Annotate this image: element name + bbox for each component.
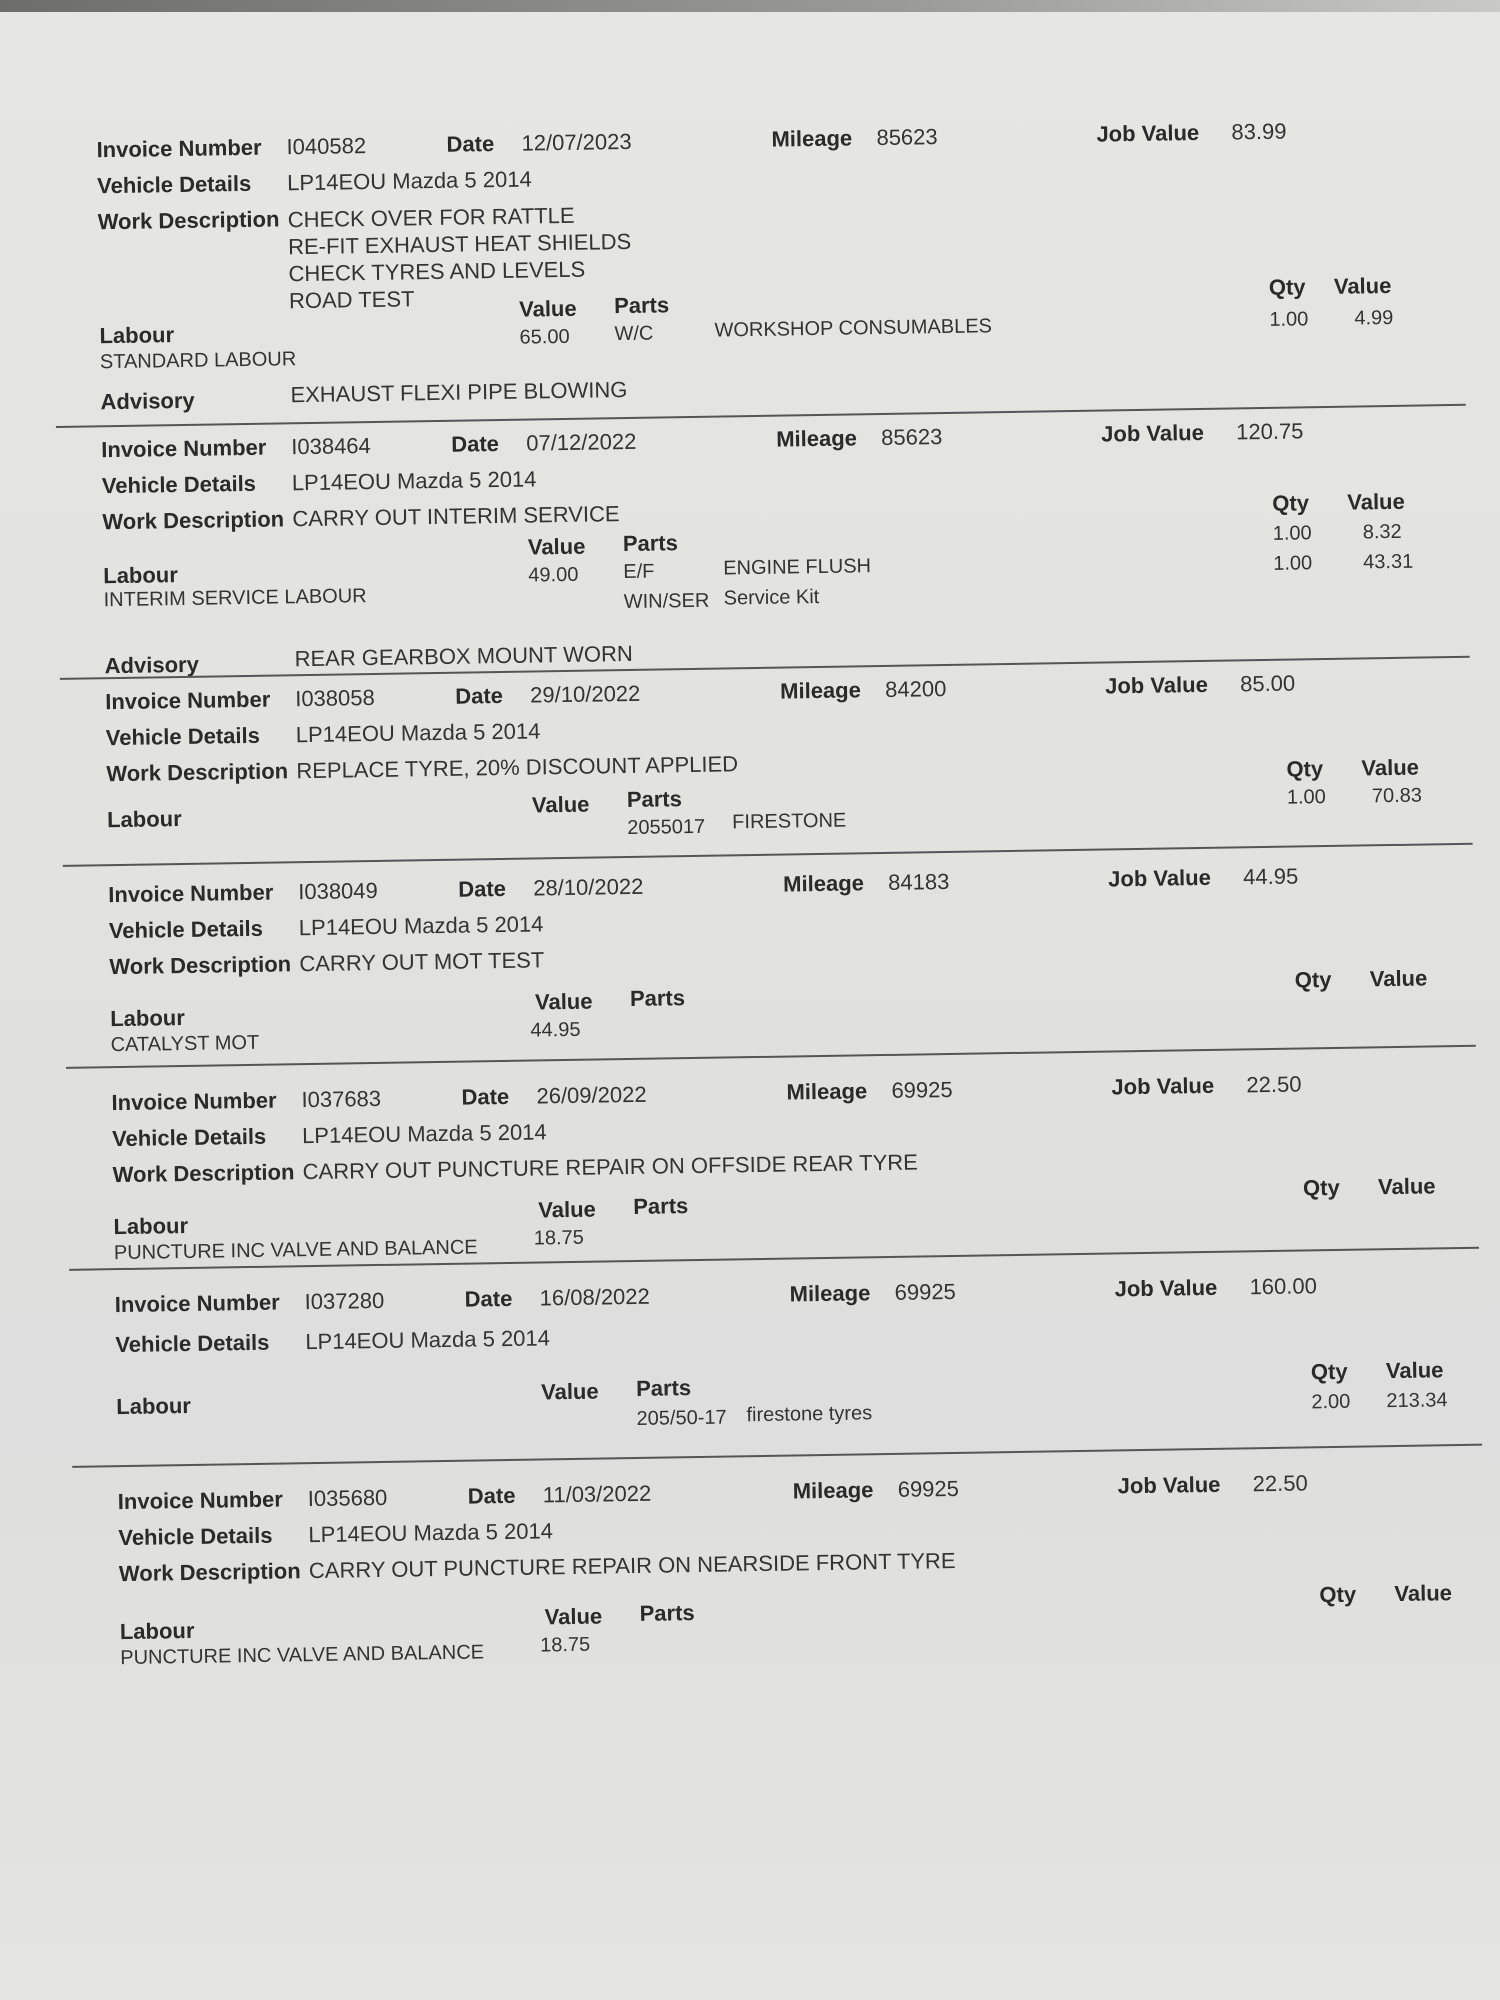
invoice-record xyxy=(66,1045,1479,1269)
vehicle-details-value: LP14EOU Mazda 5 2014 xyxy=(295,718,541,748)
part-qty: 1.00 xyxy=(1273,552,1313,575)
job-value-label: Job Value xyxy=(1114,1274,1218,1302)
work-description-line: ROAD TEST xyxy=(288,286,415,314)
work-description-label: Work Description xyxy=(102,506,285,535)
labour-value: 49.00 xyxy=(528,563,579,587)
vehicle-details-value: LP14EOU Mazda 5 2014 xyxy=(291,466,537,496)
advisory-label: Advisory xyxy=(100,387,195,415)
mileage-value: 84200 xyxy=(884,676,947,702)
vehicle-details-value: LP14EOU Mazda 5 2014 xyxy=(301,1119,547,1149)
part-qty: 1.00 xyxy=(1272,522,1312,545)
invoice-record xyxy=(56,404,1470,678)
part-code: 205/50-17 xyxy=(636,1406,727,1430)
labour-value-header: Value xyxy=(531,791,590,818)
labour-value-header: Value xyxy=(544,1603,603,1630)
invoice-record xyxy=(72,1444,1485,1668)
part-value: 70.83 xyxy=(1371,784,1423,808)
mileage-label: Mileage xyxy=(789,1280,871,1307)
work-description-line: CARRY OUT INTERIM SERVICE xyxy=(292,501,620,532)
vehicle-details-label: Vehicle Details xyxy=(108,915,264,944)
part-code: 2055017 xyxy=(627,815,706,840)
qty-header: Qty xyxy=(1294,966,1332,993)
vehicle-details-value: LP14EOU Mazda 5 2014 xyxy=(308,1518,554,1548)
vehicle-details-label: Vehicle Details xyxy=(115,1329,270,1358)
job-value-amount: 120.75 xyxy=(1235,418,1304,445)
work-description-label: Work Description xyxy=(112,1159,295,1188)
parts-label: Parts xyxy=(639,1600,695,1626)
vehicle-details-label: Vehicle Details xyxy=(105,722,261,751)
labour-value-header: Value xyxy=(538,1196,596,1223)
work-description-line: RE-FIT EXHAUST HEAT SHIELDS xyxy=(287,228,632,260)
advisory-label: Advisory xyxy=(104,651,200,679)
date-value: 16/08/2022 xyxy=(539,1283,650,1311)
work-description-line: CARRY OUT PUNCTURE REPAIR ON OFFSIDE REAR TYRE xyxy=(302,1149,919,1185)
mileage-label: Mileage xyxy=(786,1078,868,1105)
labour-value: 18.75 xyxy=(533,1226,584,1250)
part-code: E/F xyxy=(623,560,655,584)
part-code: WIN/SER xyxy=(623,589,710,614)
date-label: Date xyxy=(451,430,500,457)
job-value-label: Job Value xyxy=(1104,671,1209,699)
qty-header: Qty xyxy=(1310,1358,1348,1385)
vehicle-details-label: Vehicle Details xyxy=(96,170,252,199)
invoice-number-label: Invoice Number xyxy=(111,1087,277,1116)
work-description-label: Work Description xyxy=(118,1558,301,1587)
date-value: 07/12/2022 xyxy=(526,428,637,456)
job-value-amount: 85.00 xyxy=(1239,670,1296,697)
value-header: Value xyxy=(1385,1357,1444,1384)
invoice-number-label: Invoice Number xyxy=(105,686,271,715)
date-value: 28/10/2022 xyxy=(533,873,644,901)
labour-value-header: Value xyxy=(527,533,586,560)
mileage-value: 84183 xyxy=(887,868,950,895)
value-header: Value xyxy=(1333,272,1392,299)
part-qty: 1.00 xyxy=(1286,786,1327,809)
value-header: Value xyxy=(1369,965,1428,992)
labour-value-header: Value xyxy=(540,1378,599,1405)
vehicle-details-label: Vehicle Details xyxy=(118,1522,273,1551)
mileage-label: Mileage xyxy=(771,125,853,152)
job-value-amount: 44.95 xyxy=(1242,863,1299,890)
labour-value-header: Value xyxy=(518,295,577,322)
job-value-amount: 22.50 xyxy=(1246,1071,1302,1098)
part-qty: 1.00 xyxy=(1269,308,1309,331)
labour-description: PUNCTURE INC VALVE AND BALANCE xyxy=(113,1236,478,1265)
value-header: Value xyxy=(1377,1173,1436,1200)
vehicle-details-value: LP14EOU Mazda 5 2014 xyxy=(286,166,532,196)
vehicle-details-label: Vehicle Details xyxy=(101,470,257,499)
value-header: Value xyxy=(1361,754,1420,781)
invoice-number-value: I038049 xyxy=(298,877,378,905)
parts-label: Parts xyxy=(626,786,683,813)
qty-header: Qty xyxy=(1302,1174,1340,1201)
invoice-history-document xyxy=(50,28,1485,1668)
invoice-number-label: Invoice Number xyxy=(114,1289,280,1318)
part-value: 8.32 xyxy=(1362,520,1402,544)
mileage-value: 69925 xyxy=(891,1076,953,1103)
invoice-number-value: I037683 xyxy=(301,1085,382,1113)
qty-header: Qty xyxy=(1268,274,1306,300)
vehicle-details-label: Vehicle Details xyxy=(111,1123,267,1152)
mileage-label: Mileage xyxy=(776,425,858,452)
parts-label: Parts xyxy=(635,1375,692,1401)
labour-description: INTERIM SERVICE LABOUR xyxy=(103,585,367,612)
invoice-number-value: I037280 xyxy=(304,1287,385,1315)
invoice-record xyxy=(60,656,1473,865)
mileage-value: 69925 xyxy=(894,1278,956,1305)
work-description-line: CARRY OUT MOT TEST xyxy=(299,947,545,977)
labour-description: STANDARD LABOUR xyxy=(99,348,297,374)
mileage-value: 85623 xyxy=(880,424,943,450)
work-description-label: Work Description xyxy=(109,951,292,980)
invoice-number-value: I040582 xyxy=(286,133,367,160)
date-label: Date xyxy=(446,131,495,157)
parts-label: Parts xyxy=(613,292,670,319)
labour-label: Labour xyxy=(99,322,175,349)
date-label: Date xyxy=(455,682,504,709)
qty-header: Qty xyxy=(1272,490,1310,516)
part-value: 43.31 xyxy=(1363,550,1414,574)
work-description-line: CHECK OVER FOR RATTLE xyxy=(287,202,575,233)
mileage-value: 85623 xyxy=(876,124,938,151)
job-value-label: Job Value xyxy=(1096,119,1200,147)
date-label: Date xyxy=(458,875,507,902)
invoice-number-label: Invoice Number xyxy=(96,134,262,163)
labour-value-header: Value xyxy=(534,988,593,1015)
advisory-text: EXHAUST FLEXI PIPE BLOWING xyxy=(290,376,628,408)
part-code: W/C xyxy=(614,322,654,346)
job-value-amount: 83.99 xyxy=(1231,118,1287,145)
job-value-label: Job Value xyxy=(1111,1072,1215,1100)
job-value-amount: 22.50 xyxy=(1252,1470,1308,1497)
date-value: 12/07/2023 xyxy=(521,128,632,156)
work-description-line: CHECK TYRES AND LEVELS xyxy=(288,256,586,287)
date-label: Date xyxy=(464,1285,513,1312)
invoice-number-label: Invoice Number xyxy=(117,1486,284,1515)
invoice-number-value: I035680 xyxy=(307,1484,388,1512)
date-label: Date xyxy=(461,1083,510,1110)
vehicle-details-value: LP14EOU Mazda 5 2014 xyxy=(305,1325,551,1355)
labour-description: PUNCTURE INC VALVE AND BALANCE xyxy=(120,1641,485,1670)
labour-label: Labour xyxy=(110,1005,185,1032)
invoice-number-value: I038058 xyxy=(295,684,375,712)
labour-label: Labour xyxy=(103,562,179,589)
work-description-line: CARRY OUT PUNCTURE REPAIR ON NEARSIDE FRONT TYRE xyxy=(308,1547,956,1584)
labour-label: Labour xyxy=(116,1392,192,1420)
work-description-label: Work Description xyxy=(106,758,289,787)
job-value-label: Job Value xyxy=(1100,419,1205,447)
invoice-number-label: Invoice Number xyxy=(101,434,267,463)
labour-label: Labour xyxy=(106,806,182,833)
job-value-label: Job Value xyxy=(1107,864,1212,892)
parts-label: Parts xyxy=(633,1193,689,1219)
work-description-line: REPLACE TYRE, 20% DISCOUNT APPLIED xyxy=(296,751,739,784)
value-header: Value xyxy=(1347,488,1405,515)
part-description: Service Kit xyxy=(723,585,820,610)
advisory-text: REAR GEARBOX MOUNT WORN xyxy=(294,640,633,672)
work-description-label: Work Description xyxy=(97,206,280,235)
mileage-label: Mileage xyxy=(782,870,865,897)
labour-value: 65.00 xyxy=(519,325,570,349)
qty-header: Qty xyxy=(1319,1581,1357,1608)
labour-value: 18.75 xyxy=(539,1633,591,1657)
mileage-label: Mileage xyxy=(792,1477,874,1504)
labour-value: 44.95 xyxy=(530,1018,581,1042)
labour-label: Labour xyxy=(113,1212,189,1240)
vehicle-details-value: LP14EOU Mazda 5 2014 xyxy=(298,911,544,941)
part-value: 4.99 xyxy=(1354,306,1394,330)
date-value: 11/03/2022 xyxy=(542,1480,652,1508)
labour-label: Labour xyxy=(119,1617,195,1645)
invoice-record xyxy=(69,1247,1482,1466)
part-description: firestone tyres xyxy=(746,1402,873,1427)
job-value-amount: 160.00 xyxy=(1249,1273,1318,1300)
part-qty: 2.00 xyxy=(1311,1390,1351,1414)
invoice-number-value: I038464 xyxy=(291,433,371,460)
date-label: Date xyxy=(467,1482,516,1509)
part-value: 213.34 xyxy=(1386,1389,1448,1413)
labour-description: CATALYST MOT xyxy=(110,1031,260,1057)
mileage-value: 69925 xyxy=(897,1475,960,1502)
date-value: 29/10/2022 xyxy=(529,680,641,708)
part-description: FIRESTONE xyxy=(732,809,847,834)
qty-header: Qty xyxy=(1286,756,1324,782)
invoice-number-label: Invoice Number xyxy=(108,879,274,908)
job-value-label: Job Value xyxy=(1117,1471,1221,1499)
parts-label: Parts xyxy=(629,985,686,1012)
mileage-label: Mileage xyxy=(779,677,862,704)
part-description: WORKSHOP CONSUMABLES xyxy=(714,315,993,342)
date-value: 26/09/2022 xyxy=(536,1081,647,1109)
value-header: Value xyxy=(1394,1580,1453,1607)
parts-label: Parts xyxy=(622,530,679,557)
part-description: ENGINE FLUSH xyxy=(723,555,872,580)
invoice-record xyxy=(63,843,1476,1067)
paper-top-edge xyxy=(0,0,1500,12)
